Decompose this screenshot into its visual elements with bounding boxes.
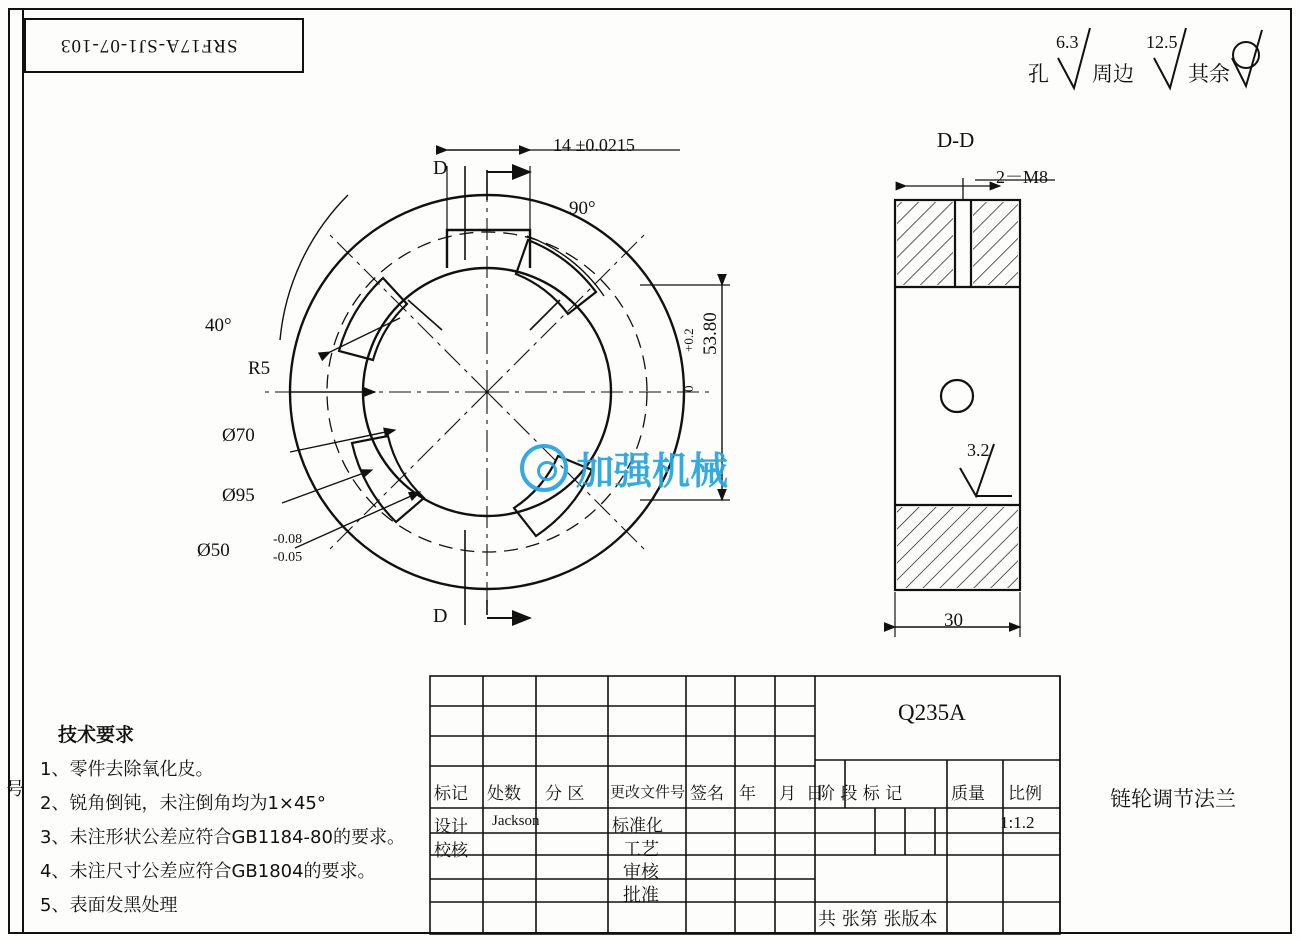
dim-dia-95: Ø95 bbox=[222, 485, 255, 506]
dim-dia-50-tol-lower: -0.05 bbox=[273, 550, 303, 565]
rev-header-3: 更改文件号 bbox=[610, 783, 686, 801]
dim-dia-70: Ø70 bbox=[222, 425, 255, 446]
dim-5380-tol-lower: 0 bbox=[681, 385, 696, 392]
dim-dia-50-tol-upper: -0.08 bbox=[273, 532, 303, 547]
section-mark-bottom: D bbox=[433, 605, 448, 627]
dim-5380-tol-upper: +0.2 bbox=[681, 328, 696, 352]
material-value: Q235A bbox=[898, 700, 966, 725]
rev-header-5: 年 bbox=[739, 784, 756, 804]
rev-header-2: 分 区 bbox=[545, 784, 585, 804]
rev-header-6: 月 bbox=[779, 784, 796, 804]
tech-item-5: 5、表面发黑处理 bbox=[40, 895, 178, 916]
dim-dia-50: Ø50 bbox=[197, 540, 230, 561]
rev-header-0: 标记 bbox=[434, 784, 468, 804]
finish-hole-value: 6.3 bbox=[1056, 32, 1079, 52]
mass-header: 质量 bbox=[951, 784, 985, 804]
tech-item-4: 4、未注尺寸公差应符合GB1804的要求。 bbox=[40, 861, 376, 882]
dim-14: 14 ±0.0215 bbox=[553, 135, 635, 155]
dim-angle-40: 40° bbox=[205, 315, 232, 336]
sheet-note: 共 张第 张版本 bbox=[818, 909, 938, 930]
finish-perimeter-label: 周边 bbox=[1092, 62, 1134, 86]
tech-item-2: 2、锐角倒钝，未注倒角均为1×45° bbox=[40, 793, 326, 814]
part-code-text: SRF17A-SJ1-07-103 bbox=[60, 35, 238, 56]
role-check: 校核 bbox=[434, 841, 468, 861]
role-design: 设计 bbox=[434, 817, 468, 837]
designer-name: Jackson bbox=[492, 813, 540, 829]
dim-r5: R5 bbox=[248, 358, 271, 379]
dim-5380: 53.80 bbox=[700, 312, 721, 355]
tech-item-3: 3、未注形状公差应符合GB1184-80的要求。 bbox=[40, 827, 405, 848]
tech-title: 技术要求 bbox=[58, 724, 135, 746]
dim-angle-90: 90° bbox=[569, 198, 596, 219]
part-name: 链轮调节法兰 bbox=[1110, 787, 1236, 811]
section-thickness: 30 bbox=[944, 610, 963, 631]
tech-item-1: 1、零件去除氧化皮。 bbox=[40, 759, 214, 780]
stage-header: 阶 段 标 记 bbox=[818, 784, 903, 804]
tech-edge-label: 号 bbox=[6, 779, 24, 800]
finish-other-label: 其余 bbox=[1188, 62, 1230, 86]
process-craft: 工艺 bbox=[623, 839, 659, 860]
scale-value: 1:1.2 bbox=[1000, 813, 1035, 832]
section-view-title: D-D bbox=[937, 128, 975, 152]
section-mark-top: D bbox=[433, 157, 448, 179]
section-thread-note: 2－M8 bbox=[996, 167, 1049, 187]
process-review: 审核 bbox=[623, 862, 659, 883]
finish-perimeter-value: 12.5 bbox=[1146, 32, 1178, 52]
gear-icon bbox=[520, 444, 568, 492]
process-standardize: 标准化 bbox=[612, 816, 663, 836]
process-approve: 批准 bbox=[623, 885, 659, 906]
watermark bbox=[520, 440, 728, 495]
rev-header-4: 签名 bbox=[690, 784, 724, 804]
finish-hole-label: 孔 bbox=[1028, 62, 1049, 86]
scale-header: 比例 bbox=[1008, 784, 1042, 804]
rev-header-7: 日 bbox=[806, 784, 823, 804]
watermark-text: 加强机械 bbox=[576, 449, 729, 493]
section-roughness: 3.2 bbox=[967, 440, 990, 460]
rev-header-1: 处数 bbox=[487, 784, 521, 804]
